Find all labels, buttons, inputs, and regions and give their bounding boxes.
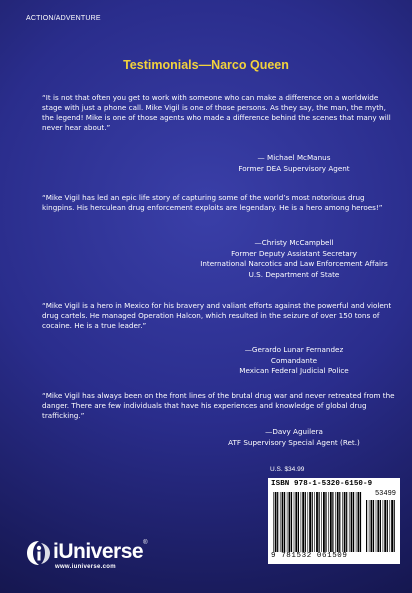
barcode-bar <box>280 492 281 552</box>
barcode-bar <box>289 492 291 552</box>
barcode-bar <box>298 492 299 552</box>
barcode-bar <box>369 500 370 552</box>
addon-price-code: 53499 <box>374 490 396 498</box>
barcode-bar <box>373 500 374 552</box>
barcode-bar <box>384 500 386 552</box>
barcode-bar <box>376 500 377 552</box>
barcode-bar <box>325 492 326 552</box>
attribution-name: —Gerardo Lunar Fernandez <box>244 345 344 354</box>
barcode-bar <box>312 492 313 552</box>
attribution-name: —Davy Aguilera <box>265 427 323 436</box>
attribution-title: ATF Supervisory Special Agent (Ret.) <box>228 437 360 447</box>
barcode-bar <box>323 492 325 552</box>
genre-label: ACTION/ADVENTURE <box>26 15 101 22</box>
attribution-name: — Michael McManus <box>257 153 331 162</box>
barcode-bar <box>301 492 302 552</box>
attribution-title: International Narcotics and Law Enforcement Affairs <box>200 259 388 268</box>
barcode-bar <box>275 492 277 552</box>
publisher-brand <box>53 540 147 564</box>
barcode-bar <box>351 492 353 552</box>
testimonial-attribution <box>190 153 398 174</box>
barcode-bar <box>305 492 306 552</box>
barcode-bar <box>294 492 295 552</box>
testimonial-quote: “It is not that often you get to work with someone who can make a difference on a worldwide stage with just a phone call. Mike Vigil is one of those persons. As they say, the man, the myth, the legend! Mike is one of those agents who made a difference behind the scenes that many will never hear about.” <box>42 93 391 132</box>
barcode-bars <box>272 492 362 552</box>
addon-barcode-bars <box>365 500 397 552</box>
barcode-bar <box>356 492 357 552</box>
barcode-bar <box>344 492 346 552</box>
barcode-bar <box>349 492 350 552</box>
barcode-bar <box>309 492 311 552</box>
barcode-bar <box>332 492 333 552</box>
barcode-bar <box>273 492 274 552</box>
barcode-bar <box>314 492 315 552</box>
barcode-bar <box>282 492 284 552</box>
testimonials-title: Testimonials—Narco Queen <box>123 58 289 72</box>
attribution-title: Comandante <box>270 355 318 365</box>
isbn-barcode <box>268 478 400 564</box>
testimonial-attribution <box>190 345 398 377</box>
testimonial-quote: “Mike Vigil has led an epic life story of capturing some of the world’s most notorious drug kingpins. His herculean drug enforcement exploits are legendary. He is a hero among heroes!” <box>42 193 383 212</box>
barcode-bar <box>308 492 309 552</box>
attribution-title: Former DEA Supervisory Agent <box>238 163 350 173</box>
testimonial-attribution <box>190 238 398 280</box>
publisher-logo <box>25 538 165 578</box>
barcode-bar <box>366 500 367 552</box>
barcode-bar <box>319 492 320 552</box>
barcode-bar <box>377 500 379 552</box>
attribution-name: —Christy McCampbell <box>254 238 334 247</box>
barcode-bar <box>380 500 381 552</box>
barcode-bar <box>295 492 297 552</box>
publisher-brand-text: iUniverse <box>53 540 144 563</box>
testimonial-quote: “Mike Vigil is a hero in Mexico for his bravery and valiant efforts against the powerful and violent drug cartels. He managed Operation Halcon, which resulted in the seizure of over 150 tons of cocaine. He is a true leader.” <box>42 301 392 330</box>
barcode-bar <box>330 492 332 552</box>
barcode-bar <box>342 492 343 552</box>
price-label: U.S. $34.99 <box>270 466 305 473</box>
barcode-bar <box>316 492 318 552</box>
barcode-bar <box>394 500 395 552</box>
barcode-bar <box>346 492 347 552</box>
barcode-bar <box>353 492 354 552</box>
barcode-bar <box>383 500 384 552</box>
attribution-title: U.S. Department of State <box>248 269 340 279</box>
barcode-bar <box>302 492 304 552</box>
testimonial-quote: “Mike Vigil has always been on the front lines of the brutal drug war and never retreated from the danger. There are few individuals that have his experiences and knowledge of global drug trafficking.” <box>42 391 395 420</box>
barcode-bar <box>321 492 322 552</box>
barcode-bar <box>391 500 393 552</box>
barcode-digits: 9 781532 061509 <box>271 552 348 560</box>
barcode-bar <box>358 492 360 552</box>
barcode-bar <box>277 492 278 552</box>
barcode-bar <box>291 492 292 552</box>
attribution-title: Former Deputy Assistant Secretary <box>231 248 357 258</box>
barcode-bar <box>387 500 388 552</box>
testimonial-attribution <box>190 427 398 448</box>
publisher-url: www.iuniverse.com <box>55 564 116 570</box>
barcode-bar <box>390 500 391 552</box>
barcode-bar <box>328 492 329 552</box>
barcode-bar <box>284 492 285 552</box>
isbn-text: ISBN 978-1-5320-6150-9 <box>271 480 373 488</box>
barcode-bar <box>360 492 361 552</box>
barcode-bar <box>337 492 339 552</box>
registered-mark: ® <box>143 540 147 546</box>
iuniverse-swirl-logo-icon <box>25 538 53 568</box>
barcode-bar <box>339 492 340 552</box>
barcode-bar <box>335 492 336 552</box>
barcode-bar <box>371 500 373 552</box>
attribution-title: Mexican Federal Judicial Police <box>239 366 349 375</box>
barcode-bar <box>287 492 288 552</box>
